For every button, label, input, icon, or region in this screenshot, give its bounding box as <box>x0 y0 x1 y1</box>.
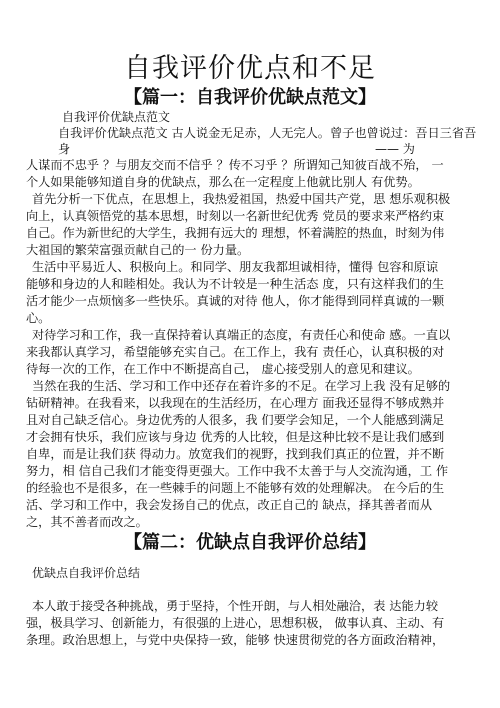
paragraph-line: 对待学习和工作，我一直保持着认真端正的态度，有责任心和使命 感。一直以 <box>32 328 451 342</box>
paragraph-line: 身 <box>58 142 71 156</box>
paragraph-line: 个人如果能够知道自身的优缺点，那么在一定程度上他就比别人 有优势。 <box>26 175 420 189</box>
section-1-sublabel: 自我评价优缺点范文 <box>62 110 171 124</box>
section-heading-2: 【篇二：优缺点自我评价总结】 <box>124 532 376 553</box>
document-title: 自我评价优点和不足 <box>124 53 376 84</box>
paragraph-line: 生活中平易近人、积极向上。和同学、朋友我都坦诚相待，懂得 包容和原谅 <box>32 260 439 274</box>
section-2-sublabel: 优缺点自我评价总结 <box>32 566 141 580</box>
paragraph-line: 能够和身边的人和睦相处。我认为不计较是一种生活态 度，只有这样我们的生 <box>26 277 445 291</box>
paragraph-line: 大祖国的繁荣富强贡献自己的一 份力量。 <box>26 243 250 257</box>
paragraph-line: 努力，相 信自己我们才能变得更强大。工作中我不太善于与人交流沟通，工 作 <box>26 464 449 478</box>
paragraph-line: 人谋而不忠乎 ？与朋友交而不信乎 ？传不习乎 ？所谓知己知彼百战不殆， 一 <box>26 158 444 172</box>
paragraph-line: 首先分析一下优点，在思想上，我热爱祖国，热爱中国共产党，思 想乐观积极 <box>32 192 451 206</box>
paragraph-line: 自己。作为新世纪的大学生，我拥有远大的 理想，怀着满腔的热血，时刻为伟 <box>26 226 445 240</box>
paragraph-line: 才会拥有快乐，我们应该与身边 优秀的人比较，但是这种比较不是让我们感到 <box>26 430 445 444</box>
paragraph-line: 待每一次的工作，在工作中不断提高自己， 虚心接受别人的意见和建议。 <box>26 362 420 376</box>
paragraph-line: 活才能少一点烦恼多一些快乐。真诚的对待 他人，你才能得到同样真诚的一颗 <box>26 294 445 308</box>
em-dash-text: —— 为 <box>375 142 415 156</box>
paragraph-line: 钻研精神。在我看来，以我现在的生活经历，在心理方 面我还显得不够成熟并 <box>26 396 445 410</box>
paragraph-line: 活、学习和工作中，我会发扬自己的优点，改正自己的 缺点，择其善者而从 <box>26 498 433 512</box>
paragraph-line: 之，其不善者而改之。 <box>26 515 148 529</box>
paragraph-line: 的经验也不是很多，在一些棘手的问题上不能够有效的处理解决。 在今后的生 <box>26 481 445 495</box>
paragraph-line: 向上，认真领悟党的基本思想，时刻以一名新世纪优秀 党员的要求来严格约束 <box>26 209 445 223</box>
paragraph-line: 当然在我的生活、学习和工作中还存在着许多的不足。在学习上我 没有足够的 <box>32 379 451 393</box>
paragraph-line: 心。 <box>26 311 51 325</box>
paragraph-line: 条理。政治思想上，与党中央保持一致，能够 快速贯彻党的各方面政治精神， <box>26 633 445 647</box>
paragraph-line: 且对自己缺乏信心。身边优秀的人很多，我 们要学会知足，一个人能感到满足 <box>26 413 445 427</box>
paragraph-line: 本人敢于接受各种挑战，勇于坚持，个性开朗，与人相处融洽，表 达能力较 <box>32 599 439 613</box>
section-heading-1: 【篇一：自我评价优缺点范文】 <box>124 87 376 108</box>
paragraph-line: 自我评价优缺点范文 古人说金无足赤，人无完人。曾子也曾说过：吾日三省吾 <box>58 126 477 140</box>
paragraph-line: 自卑，而是让我们获 得动力。放宽我们的视野，找到我们真正的位置，并不断 <box>26 447 445 461</box>
paragraph-line: 强，极具学习、创新能力，有很强的上进心，思想积极， 做事认真、主动、有 <box>26 616 445 630</box>
paragraph-line: 来我都认真学习，希望能够充实自己。在工作上，我有 责任心，认真积极的对 <box>26 345 445 359</box>
